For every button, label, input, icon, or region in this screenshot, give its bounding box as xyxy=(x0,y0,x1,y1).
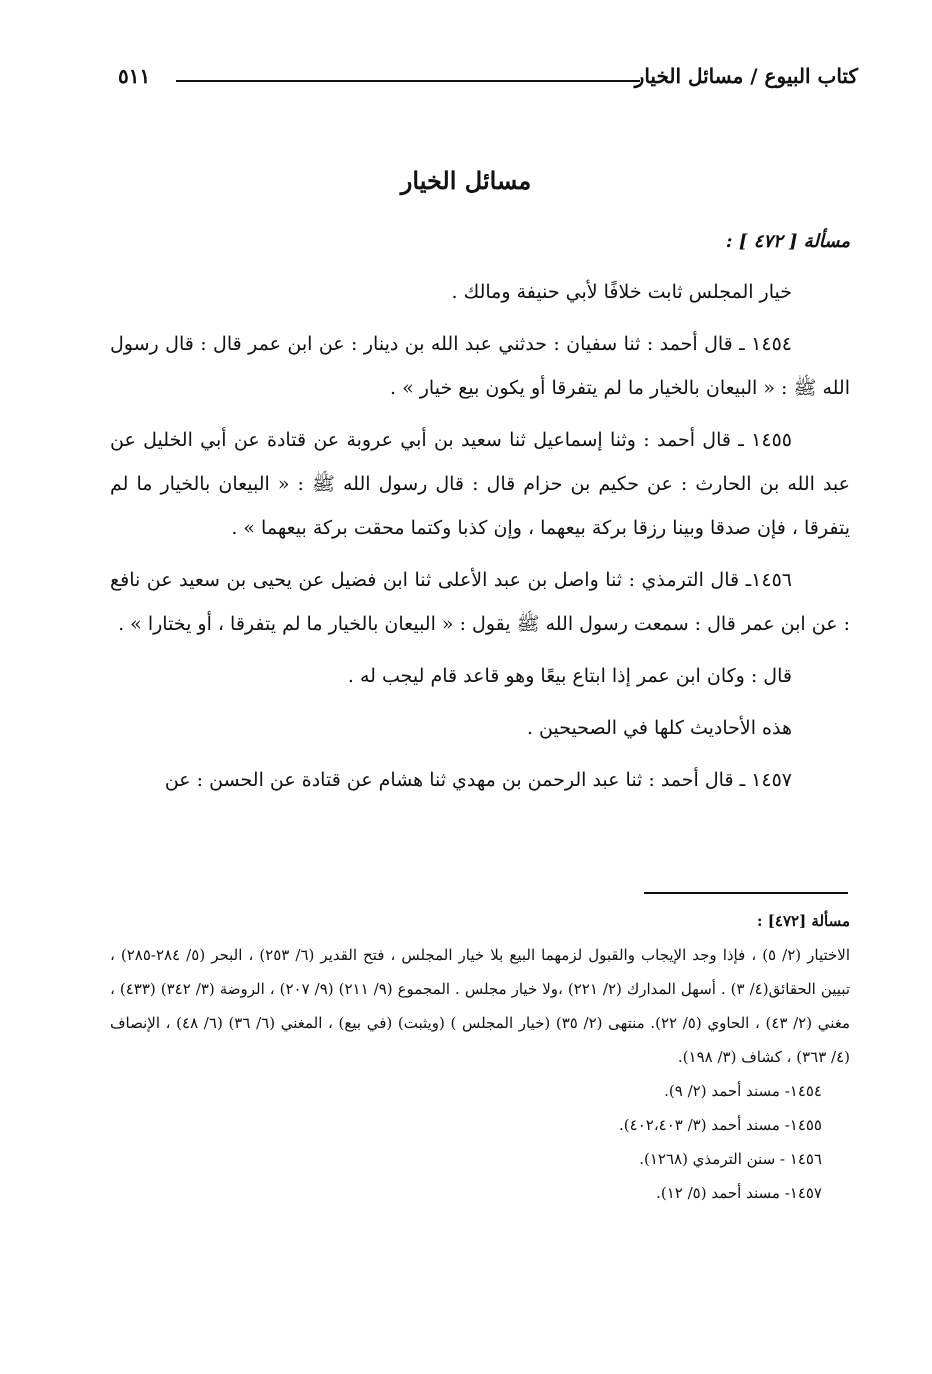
page-number: ٥١١ xyxy=(118,64,151,88)
footnote-divider xyxy=(644,892,848,894)
footnote-source-1454: ١٤٥٤- مسند أحمد (٢/ ٩). xyxy=(664,1082,822,1100)
hadith-1454: ١٤٥٤ ـ قال أحمد : ثنا سفيان : حدثني عبد الله بن دينار : عن ابن عمر قال : قال رسول الله ﷺ : « البيعان بالخيار ما لم يتفرقا أو يكون بيع خيار » . xyxy=(110,333,850,399)
footnotes xyxy=(110,904,850,1210)
header-rule xyxy=(176,80,640,82)
footnote-references: الاختيار (٢/ ٥) ، فإذا وجد الإيجاب والقبول لزمهما البيع بلا خيار المجلس ، فتح القدير (٦/ ٢٥٣) ، البحر (٥/ ٢٨٤-٢٨٥) ، تبيين الحقائق(٤/ ٣) . أسهل المدارك (٢/ ٢٢١) ،ولا خيار مجلس . المجموع (٩/ ٢١١) (٩/ ٢٠٧) ، الروضة (٣/ ٣٤٢) (٤٣٣) ، مغني (٢/ ٤٣) ، الحاوي (٥/ ٢٢). منتهى (٢/ ٣٥) (خيار المجلس ) (ويثبت) (في بيع) ، المغني (٦/ ٣٦) (٦/ ٤٨) ، الإنصاف (٤/ ٣٦٣) ، كشاف (٣/ ١٩٨). xyxy=(110,946,851,1066)
hadith-1457: ١٤٥٧ ـ قال أحمد : ثنا عبد الرحمن بن مهدي ثنا هشام عن قتادة عن الحسن : عن xyxy=(164,769,792,791)
issue-label: مسألة [ ٤٧٢ ] : xyxy=(725,231,850,252)
footnote-label: مسألة [٤٧٢] : xyxy=(757,912,850,930)
chapter-title: مسائل الخيار xyxy=(400,166,532,195)
footnote-source-1456: ١٤٥٦ - سنن الترمذي (١٢٦٨). xyxy=(639,1150,822,1168)
running-header xyxy=(118,60,858,100)
hadith-1455: ١٤٥٥ ـ قال أحمد : وثنا إسماعيل ثنا سعيد بن أبي عروبة عن قتادة عن أبي الخليل عن عبد الله بن الحارث : عن حكيم بن حزام قال : قال رسول الله ﷺ : « البيعان بالخيار ما لم يتفرقا ، فإن صدقا وبينا رزقا بركة بيعهما ، وإن كذبا وكتما محقت بركة بيعهما » . xyxy=(110,429,850,539)
running-title: كتاب البيوع / مسائل الخيار xyxy=(634,64,858,88)
issue-statement: خيار المجلس ثابت خلافًا لأبي حنيفة ومالك . xyxy=(451,281,792,303)
hadith-1456: ١٤٥٦ـ قال الترمذي : ثنا واصل بن عبد الأعلى ثنا ابن فضيل عن يحيى بن سعيد عن نافع : عن ابن عمر قال : سمعت رسول الله ﷺ يقول : « البيعان بالخيار ما لم يتفرقا ، أو يختارا » . xyxy=(110,569,850,635)
note-ibn-umar: قال : وكان ابن عمر إذا ابتاع بيعًا وهو قاعد قام ليجب له . xyxy=(347,665,792,687)
footnote-source-1455: ١٤٥٥- مسند أحمد (٣/ ٤٠٢،٤٠٣). xyxy=(619,1116,822,1134)
main-text xyxy=(110,220,850,802)
note-sahihayn: هذه الأحاديث كلها في الصحيحين . xyxy=(526,717,792,739)
footnote-source-1457: ١٤٥٧- مسند أحمد (٥/ ١٢). xyxy=(656,1184,822,1202)
